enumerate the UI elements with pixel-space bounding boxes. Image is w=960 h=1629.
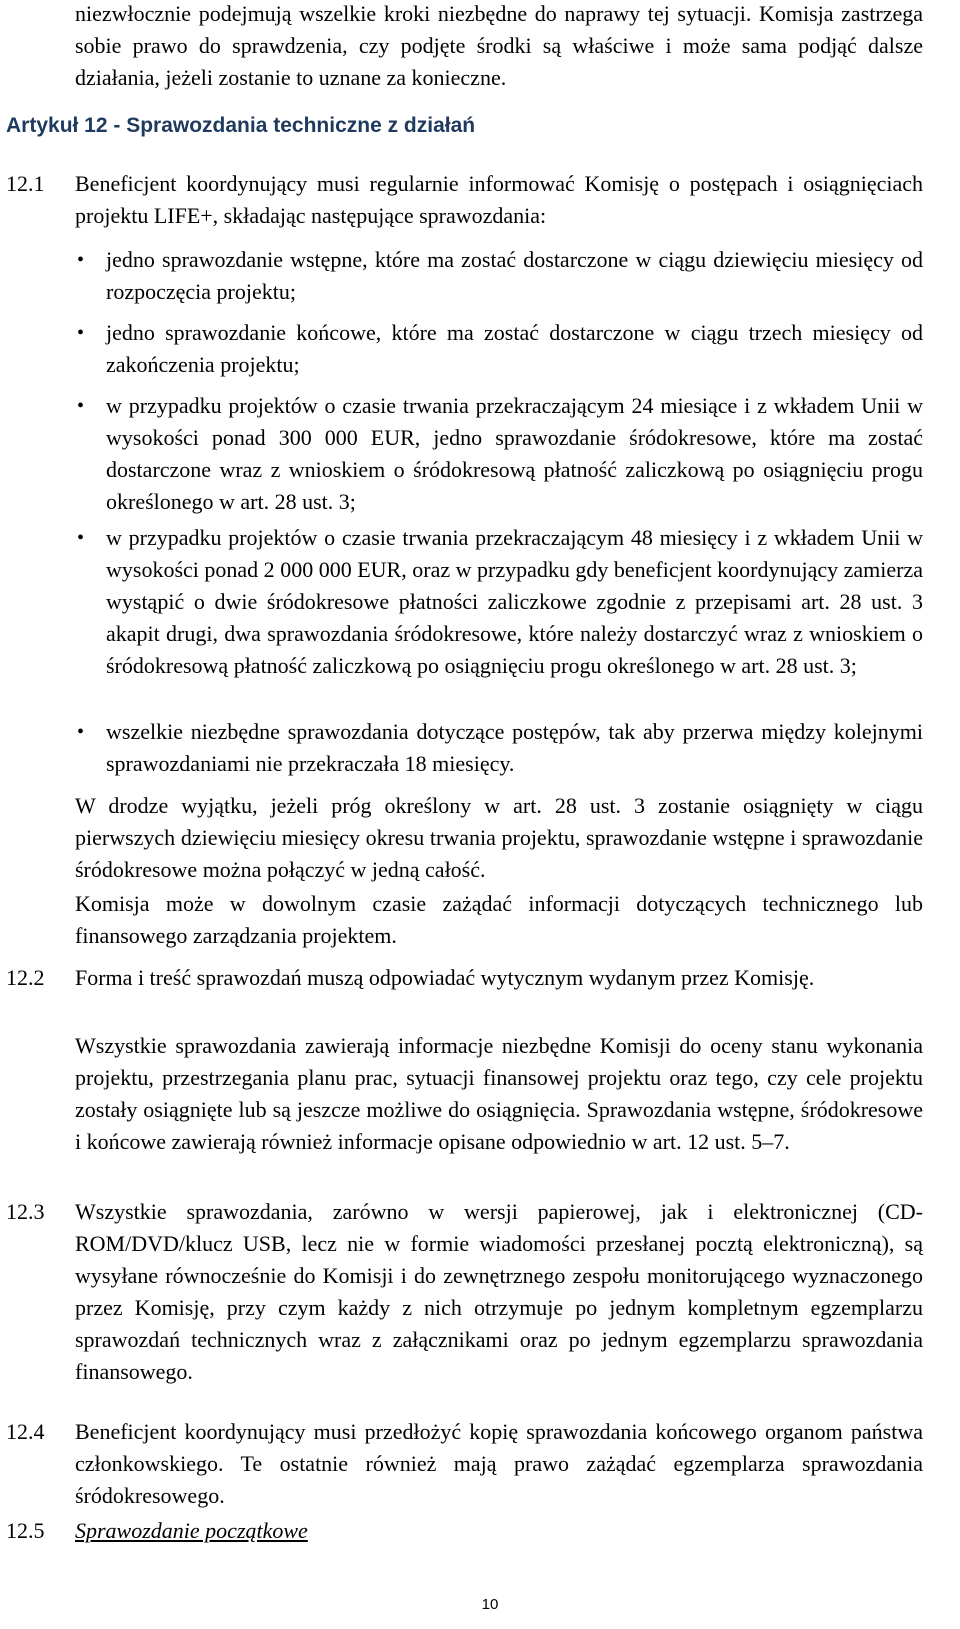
section-number-12-4: 12.4 <box>6 1419 45 1444</box>
bullet-icon: • <box>77 527 85 549</box>
list-item: w przypadku projektów o czasie trwania przekraczającym 48 miesięcy i z wkładem Unii w wysokości ponad 2 000 000 EUR, oraz w przypadku gdy beneficjent koordynujący zamierza wystąpić o dwie śródokresowe płatności zaliczkowe zgodnie z przepisami art. 28 ust. 3 akapit drugi, dwa sprawozdania śródokresowe, które należy dostarczyć wraz z wnioskiem o śródokresową płatność zaliczkową po osiągnięciu progu określonego w art. 28 ust. 3; <box>106 525 923 678</box>
section-12-4-text: Beneficjent koordynujący musi przedłożyć kopię sprawozdania końcowego organom państwa członkowskiego. Te ostatnie również mają prawo zażądać egzemplarza sprawozdania śródokresowego. <box>75 1419 923 1508</box>
bullet-icon: • <box>77 721 85 743</box>
intro-paragraph: niezwłocznie podejmują wszelkie kroki niezbędne do naprawy tej sytuacji. Komisja zastrzega sobie prawo do sprawdzenia, czy podjęte środki są właściwe i może sama podjąć dalsze działania, jeżeli zostanie to uznane za konieczne. <box>75 1 923 90</box>
page-number: 10 <box>481 1596 499 1613</box>
section-12-5-title: Sprawozdanie początkowe <box>75 1518 308 1543</box>
section-12-3-text: Wszystkie sprawozdania, zarówno w wersji papierowej, jak i elektronicznej (CD-ROM/DVD/klucz USB, lecz nie w formie wiadomości przesłanej pocztą elektroniczną), są wysyłane równocześnie do Komisji i do zewnętrznego zespołu monitorującego wyznaczonego przez Komisję, przy czym każdy z nich otrzymuje po jednym kompletnym egzemplarzu sprawozdań technicznych wraz z załącznikami oraz po jednym egzemplarzu sprawozdania finansowego. <box>75 1199 923 1384</box>
section-number-12-3: 12.3 <box>6 1199 45 1224</box>
list-item: wszelkie niezbędne sprawozdania dotyczące postępów, tak aby przerwa między kolejnymi sprawozdaniami nie przekraczała 18 miesięcy. <box>106 719 923 776</box>
list-item: jedno sprawozdanie wstępne, które ma zostać dostarczone w ciągu dziewięciu miesięcy od rozpoczęcia projektu; <box>106 247 923 304</box>
bullet-icon: • <box>77 395 85 417</box>
section-12-2-paragraph-2: Wszystkie sprawozdania zawierają informacje niezbędne Komisji do oceny stanu wykonania projektu, przestrzegania planu prac, sytuacji finansowej projektu oraz tego, czy cele projektu zostały osiągnięte lub są jeszcze możliwe do osiągnięcia. Sprawozdania wstępne, śródokresowe i końcowe zawierają również informacje opisane odpowiednio w art. 12 ust. 5–7. <box>75 1033 923 1154</box>
bullet-icon: • <box>77 249 85 271</box>
section-12-1-paragraph-3: Komisja może w dowolnym czasie zażądać informacji dotyczących technicznego lub finansowego zarządzania projektem. <box>75 891 923 948</box>
section-number-12-2: 12.2 <box>6 965 45 990</box>
section-number-12-5: 12.5 <box>6 1518 45 1543</box>
list-item: jedno sprawozdanie końcowe, które ma zostać dostarczone w ciągu trzech miesięcy od zakończenia projektu; <box>106 320 923 377</box>
section-12-1-paragraph-2: W drodze wyjątku, jeżeli próg określony w art. 28 ust. 3 zostanie osiągnięty w ciągu pierwszych dziewięciu miesięcy okresu trwania projektu, sprawozdanie wstępne i sprawozdanie śródokresowe można połączyć w jedną całość. <box>75 793 923 882</box>
section-12-1-text: Beneficjent koordynujący musi regularnie informować Komisję o postępach i osiągnięciach projektu LIFE+, składając następujące sprawozdania: <box>75 171 923 228</box>
list-item: w przypadku projektów o czasie trwania przekraczającym 24 miesiące i z wkładem Unii w wysokości ponad 300 000 EUR, jedno sprawozdanie śródokresowe, które ma zostać dostarczone wraz z wnioskiem o śródokresową płatność zaliczkową po osiągnięciu progu określonego w art. 28 ust. 3; <box>106 393 923 514</box>
section-12-2-text: Forma i treść sprawozdań muszą odpowiadać wytycznym wydanym przez Komisję. <box>75 965 815 990</box>
section-number-12-1: 12.1 <box>6 171 45 196</box>
bullet-icon: • <box>77 322 85 344</box>
article-heading: Artykuł 12 - Sprawozdania techniczne z działań <box>6 114 476 137</box>
